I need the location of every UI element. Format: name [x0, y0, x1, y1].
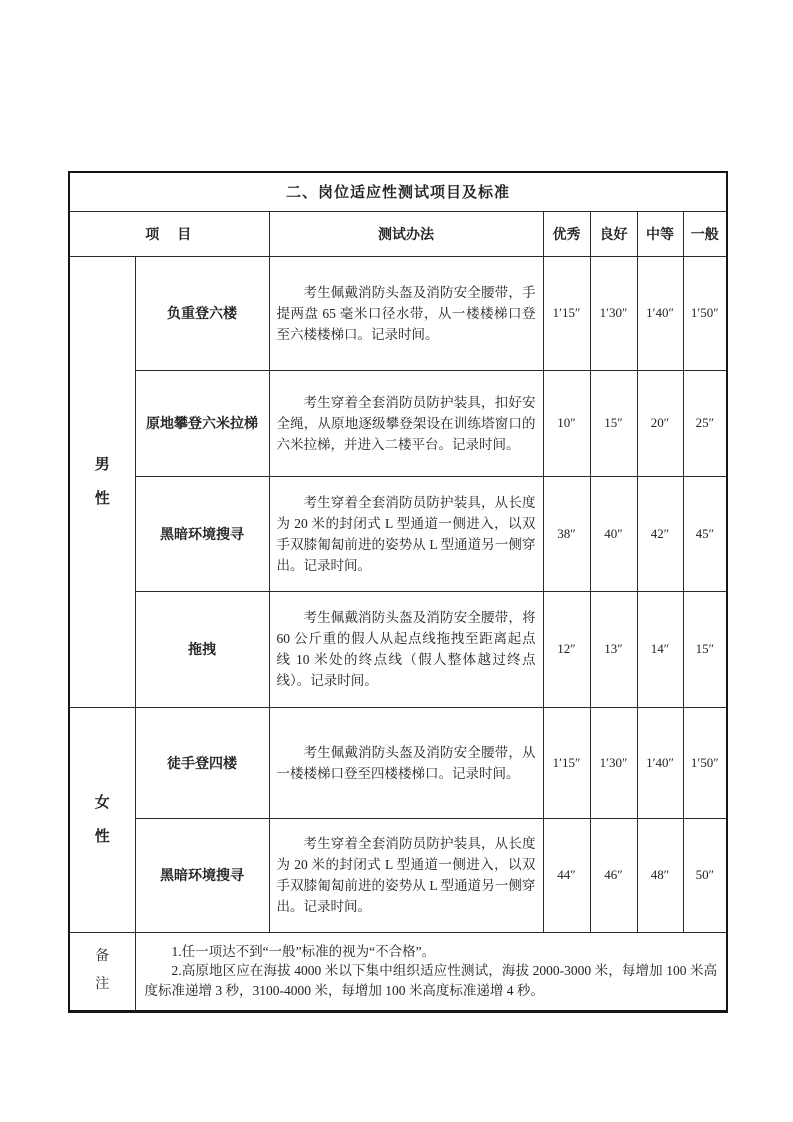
table-row: [69, 591, 727, 707]
group-char: 性: [94, 489, 110, 507]
remarks-char: 注: [95, 977, 110, 992]
test-method: 考生佩戴消防头盔及消防安全腰带，从一楼楼梯口登至四楼楼梯口。记录时间。: [269, 707, 543, 818]
grade-value: 15″: [683, 591, 727, 707]
table-row: [69, 476, 727, 591]
grade-value: 20″: [637, 370, 683, 476]
grade-value: 1′15″: [543, 707, 590, 818]
grade-value: 15″: [590, 370, 637, 476]
remarks-label: [69, 932, 135, 1011]
test-standards-table: [68, 171, 728, 1013]
grade-value: 44″: [543, 818, 590, 932]
grade-value: 25″: [683, 370, 727, 476]
remarks-char: 备: [95, 949, 110, 964]
test-method: 考生穿着全套消防员防护装具，从长度为 20 米的封闭式 L 型通道一侧进入，以双手双膝匍匐前进的姿势从 L 型通道另一侧穿出。记录时间。: [269, 476, 543, 591]
grade-value: 13″: [590, 591, 637, 707]
group-char: 女: [94, 793, 110, 811]
table-row: [69, 707, 727, 818]
group-label-female: [69, 707, 135, 932]
test-method: 考生佩戴消防头盔及消防安全腰带，手提两盘 65 毫米口径水带，从一楼楼梯口登至六楼楼梯口。记录时间。: [269, 256, 543, 370]
group-label-male: [69, 256, 135, 707]
grade-value: 50″: [683, 818, 727, 932]
grade-value: 46″: [590, 818, 637, 932]
item-name: 负重登六楼: [135, 256, 269, 370]
col-header-medium: 中等: [637, 211, 683, 256]
table-row: [69, 370, 727, 476]
grade-value: 1′30″: [590, 256, 637, 370]
remarks-notes: [135, 932, 727, 1011]
grade-value: 42″: [637, 476, 683, 591]
col-header-excellent: 优秀: [543, 211, 590, 256]
item-name: 黑暗环境搜寻: [135, 818, 269, 932]
grade-value: 48″: [637, 818, 683, 932]
grade-value: 14″: [637, 591, 683, 707]
grade-value: 1′40″: [637, 256, 683, 370]
remark-note-1: 1.任一项达不到“一般”标准的视为“不合格”。: [171, 943, 436, 959]
header-row: [69, 211, 727, 256]
item-name: 黑暗环境搜寻: [135, 476, 269, 591]
title-row: [69, 172, 727, 211]
remarks-row: [69, 932, 727, 1011]
test-method: 考生穿着全套消防员防护装具，从长度为 20 米的封闭式 L 型通道一侧进入，以双手双膝匍匐前进的姿势从 L 型通道另一侧穿出。记录时间。: [269, 818, 543, 932]
table-row: [69, 818, 727, 932]
grade-value: 12″: [543, 591, 590, 707]
group-char: 性: [94, 827, 110, 845]
col-header-general: 一般: [683, 211, 727, 256]
grade-value: 1′40″: [637, 707, 683, 818]
grade-value: 1′30″: [590, 707, 637, 818]
item-name: 拖拽: [135, 591, 269, 707]
item-name: 徒手登四楼: [135, 707, 269, 818]
col-header-method: 测试办法: [269, 211, 543, 256]
grade-value: 1′50″: [683, 256, 727, 370]
table-title: 二、岗位适应性测试项目及标准: [69, 172, 727, 211]
grade-value: 40″: [590, 476, 637, 591]
grade-value: 1′50″: [683, 707, 727, 818]
item-name: 原地攀登六米拉梯: [135, 370, 269, 476]
grade-value: 38″: [543, 476, 590, 591]
remark-note-2: 2.高原地区应在海拔 4000 米以下集中组织适应性测试，海拔 2000-3000 米，每增加 100 米高度标准递增 3 秒，3100-4000 米，每增加 100 米高度标准递增 4 秒。: [144, 963, 718, 998]
group-char: 男: [94, 455, 110, 473]
grade-value: 1′15″: [543, 256, 590, 370]
table-row: [69, 256, 727, 370]
col-header-item: 项 目: [69, 211, 269, 256]
test-method: 考生佩戴消防头盔及消防安全腰带，将 60 公斤重的假人从起点线拖拽至距离起点线 10 米处的终点线（假人整体越过终点线）。记录时间。: [269, 591, 543, 707]
test-method: 考生穿着全套消防员防护装具，扣好安全绳，从原地逐级攀登架设在训练塔窗口的六米拉梯，并进入二楼平台。记录时间。: [269, 370, 543, 476]
col-header-good: 良好: [590, 211, 637, 256]
grade-value: 45″: [683, 476, 727, 591]
grade-value: 10″: [543, 370, 590, 476]
